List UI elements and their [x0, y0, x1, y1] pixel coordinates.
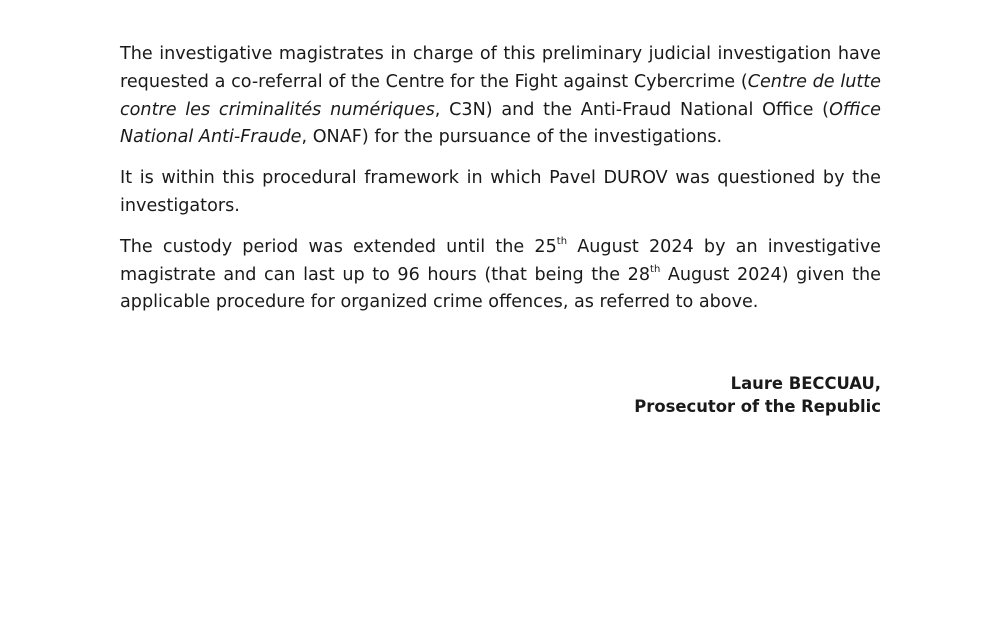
ordinal-suffix: th [556, 235, 568, 247]
paragraph-text: The investigative magistrates in charge of this preliminary judicial investigation have requested a co-referral of the Centre for the Fight against Cybercrime ( [120, 44, 881, 92]
paragraph-questioning [120, 165, 881, 221]
paragraph-text: The custody period was extended until the 25 [120, 236, 557, 257]
signatory-title: Prosecutor of the Republic [634, 397, 881, 416]
paragraph-custody [120, 234, 881, 317]
paragraph-text: August 2024 by an investigative magistrate and can last up to 96 hours (that being the 28 [120, 236, 881, 285]
ordinal-suffix: th [650, 263, 661, 275]
document-body [120, 41, 881, 330]
italic-term-onaf: Office National Anti-Fraude [120, 99, 881, 148]
signatory-name: Laure BECCUAU, [730, 374, 881, 393]
paragraph-text: , C3N) and the Anti-Fraud National Office ( [434, 99, 830, 120]
italic-term-c3n: Centre de lutte contre les criminalités numériques [120, 71, 881, 120]
paragraph-text: , ONAF) for the pursuance of the investigations. [301, 127, 723, 148]
paragraph-text: August 2024) given the applicable procedure for organized crime offences, as referred to above. [120, 264, 881, 313]
paragraph-text: It is within this procedural framework in which Pavel DUROV was questioned by the investigators. [120, 168, 881, 216]
signature-block [634, 372, 881, 418]
paragraph-co-referral [120, 41, 881, 152]
